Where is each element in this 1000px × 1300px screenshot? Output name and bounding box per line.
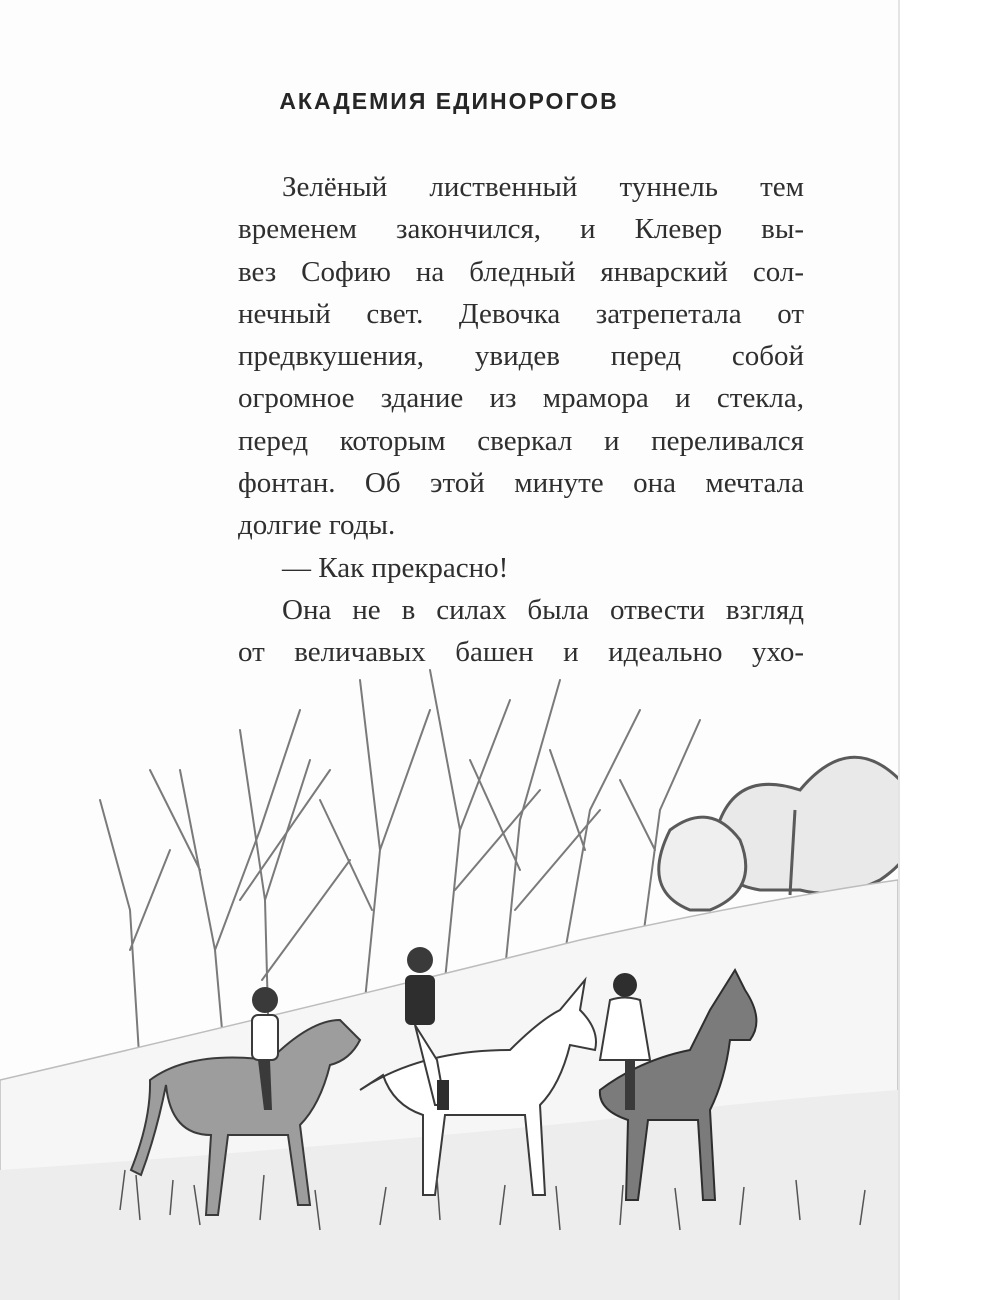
text-line: Зелёный лиственный туннель тем: [282, 171, 804, 203]
text-line: огромное здание из мрамора и стекла,: [238, 382, 804, 415]
text-line: предвкушения, увидев перед собой: [238, 340, 804, 373]
riders-illustration: [0, 650, 898, 1300]
text-line: фонтан. Об этой минуте она мечтала: [238, 467, 804, 500]
text-line: вез Софию на бледный январский сол-: [238, 255, 804, 288]
text-line: долгие годы.: [238, 509, 396, 542]
running-head: АКАДЕМИЯ ЕДИНОРОГОВ: [279, 88, 619, 114]
dialogue-line: — Как прекрасно!: [282, 551, 509, 584]
text-line: Она не в силах была отвести взгляд: [282, 593, 804, 626]
body-text: [238, 166, 804, 674]
text-line: временем закончился, и Клевер вы-: [238, 213, 804, 246]
text-line: нечный свет. Девочка затрепетала от: [238, 297, 804, 330]
text-line: от величавых башен и идеально ухо-: [238, 636, 804, 669]
text-line: перед которым сверкал и переливался: [238, 424, 804, 457]
